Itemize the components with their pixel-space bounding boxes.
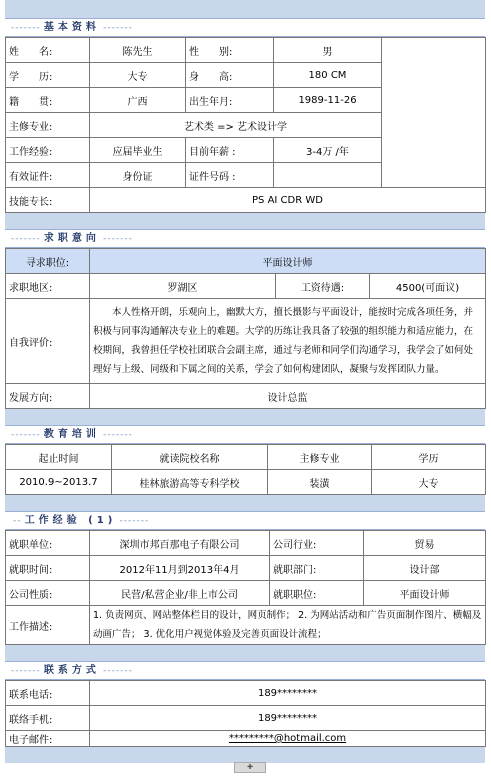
value-dept: 设计部 [364, 556, 486, 581]
label: 证件号码 : [186, 163, 274, 188]
top-band [5, 0, 485, 18]
value-gender: 男 [274, 38, 382, 63]
bottom-band [5, 747, 485, 763]
label: 就职时间: [6, 556, 90, 581]
table-cell: 大专 [372, 470, 486, 495]
header-cell: 起止时间 [6, 445, 112, 470]
scroll-handle-icon[interactable]: ✚ [234, 762, 266, 773]
label: 主修专业: [6, 113, 90, 138]
label: 自我评价: [6, 299, 90, 384]
table-cell: 桂林旅游高等专科学校 [112, 470, 268, 495]
table-cell: 2010.9~2013.7 [6, 470, 112, 495]
label: 就职单位: [6, 531, 90, 556]
value-idno [274, 163, 382, 188]
label: 有效证件: [6, 163, 90, 188]
label: 姓 名: [6, 38, 90, 63]
header-cell: 主修专业 [268, 445, 372, 470]
header-cell: 就读院校名称 [112, 445, 268, 470]
label: 出生年月: [186, 88, 274, 113]
band [5, 645, 485, 661]
label: 就职职位: [270, 581, 364, 606]
photo-cell [382, 38, 486, 188]
basic-table [5, 37, 486, 213]
label: 公司性质: [6, 581, 90, 606]
section-title: 教育培训 [43, 429, 100, 440]
section-title: 基本资料 [43, 22, 100, 33]
value-eval: 本人性格开朗，乐观向上，幽默大方，擅长摄影与平面设计，能按时完成各项任务，并积极与同事沟通解决专业上的难题。大学的历练让我具备了较强的组织能力和适应能力，在校期间，我曾担任学校社团联合会副主席，通过与老师和同学们沟通学习，我学会了如何处理好与上级、同级和下属之间的关系，学会了如何构建团队，凝聚与发挥团队力量。 [90, 299, 486, 384]
label: 籍 贯: [6, 88, 90, 113]
section-header-intent: ------- 求职意向 ------- [5, 229, 485, 248]
band [5, 409, 485, 425]
label: 技能专长: [6, 188, 90, 213]
label: 学 历: [6, 63, 90, 88]
intent-table [5, 248, 486, 409]
table-cell: 装潢 [268, 470, 372, 495]
band [5, 213, 485, 229]
label: 性 别: [186, 38, 274, 63]
section-title: 求职意向 [43, 233, 100, 244]
band [5, 495, 485, 511]
label: 工作描述: [6, 606, 90, 645]
education-table [5, 444, 486, 495]
label: 就职部门: [270, 556, 364, 581]
header-cell: 学历 [372, 445, 486, 470]
section-title: 联系方式 [43, 665, 100, 676]
value-height: 180 CM [274, 63, 382, 88]
value-company: 深圳市邦百那电子有限公司 [90, 531, 270, 556]
section-header-contact: ------- 联系方式 ------- [5, 661, 485, 680]
value-skills: PS AI CDR WD [90, 188, 486, 213]
value-major: 艺术类 => 艺术设计学 [90, 113, 382, 138]
value-pay: 4500(可面议) [370, 274, 486, 299]
label: 发展方向: [6, 384, 90, 409]
value-edu: 大专 [90, 63, 186, 88]
label: 工资待遇: [276, 274, 370, 299]
section-header-work: -- 工作经验 (1) ------- [5, 511, 485, 530]
contact-table [5, 680, 486, 747]
value-desc: 1. 负责网页、网站整体栏目的设计，网页制作； 2. 为网站活动和广告页面制作图片、横幅及动画广告； 3. 优化用户视觉体验及完善页面设计流程； [90, 606, 486, 645]
label: 公司行业: [270, 531, 364, 556]
label: 联络手机: [6, 706, 90, 731]
value-direction: 设计总监 [90, 384, 486, 409]
value-birth: 1989-11-26 [274, 88, 382, 113]
section-title: 工作经验 (1) [24, 515, 117, 526]
section-header-education: ------- 教育培训 ------- [5, 425, 485, 444]
value-area: 罗湖区 [90, 274, 276, 299]
email-link[interactable]: *********@hotmail.com [90, 731, 486, 747]
value-role: 平面设计师 [364, 581, 486, 606]
label: 身 高: [186, 63, 274, 88]
section-header-basic: ------- 基本资料 ------- [5, 18, 485, 37]
work-table [5, 530, 486, 645]
value-phone: 189******** [90, 681, 486, 706]
value-mobile: 189******** [90, 706, 486, 731]
label: 目前年薪 : [186, 138, 274, 163]
value-name: 陈先生 [90, 38, 186, 63]
value-id: 身份证 [90, 163, 186, 188]
value-salary: 3-4万 /年 [274, 138, 382, 163]
label: 工作经验: [6, 138, 90, 163]
value-nature: 民营/私营企业/非上市公司 [90, 581, 270, 606]
value-position: 平面设计师 [90, 249, 486, 274]
label: 联系电话: [6, 681, 90, 706]
value-origin: 广西 [90, 88, 186, 113]
value-exp: 应届毕业生 [90, 138, 186, 163]
label: 电子邮件: [6, 731, 90, 747]
value-time: 2012年11月到2013年4月 [90, 556, 270, 581]
label: 寻求职位: [6, 249, 90, 274]
label: 求职地区: [6, 274, 90, 299]
value-industry: 贸易 [364, 531, 486, 556]
